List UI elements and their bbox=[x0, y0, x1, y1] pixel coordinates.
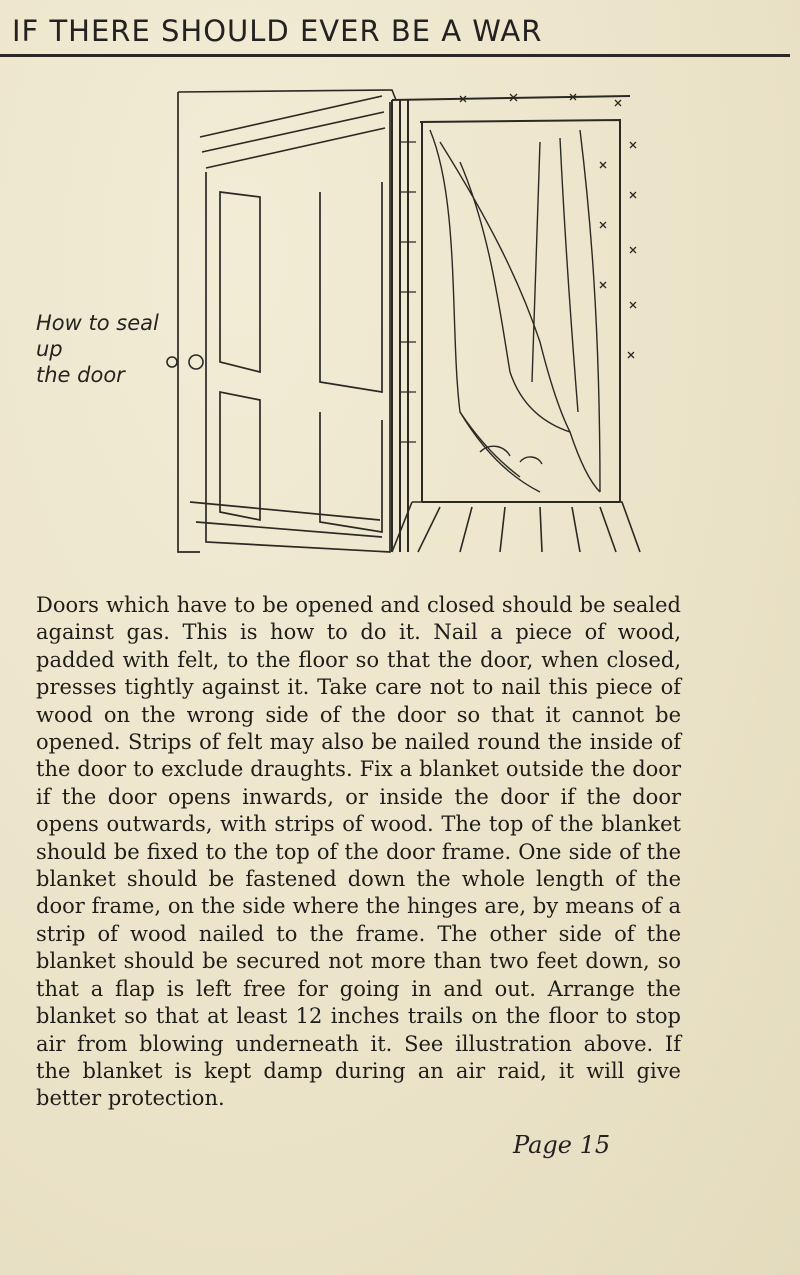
floor-wood-strip bbox=[392, 502, 640, 552]
caption-line-2: the door bbox=[36, 363, 125, 387]
door-handle-icon bbox=[167, 355, 203, 369]
blanket bbox=[430, 130, 600, 492]
caption-line-1: How to seal up bbox=[36, 311, 159, 361]
header-rule bbox=[0, 54, 790, 57]
illustration-caption bbox=[36, 310, 166, 388]
wallpaper-pattern bbox=[460, 94, 636, 358]
page-header: IF THERE SHOULD EVER BE A WAR bbox=[12, 14, 543, 48]
door-sealing-illustration bbox=[160, 82, 650, 562]
open-door bbox=[178, 92, 390, 552]
body-paragraph: Doors which have to be opened and closed should be sealed against gas. This is how to do it. Nail a piece of wood, padded with felt, to the floor so that the door, when closed, presses tightly against it. Take care not to nail this piece of wood on the wrong side of the door so that it cannot be opened. Strips of felt may also be nailed round the inside of the door to exclude draughts. Fix a blanket outside the door if the door opens inwards, or inside the door if the door opens outwards, with strips of wood. The top of the blanket should be fixed to the top of the door frame. One side of the blanket should be fastened down the whole length of the door frame, on the side where the hinges are, by means of a strip of wood nailed to the frame. The other side of the blanket should be secured not more than two feet down, so that a flap is left free for going in and out. Arrange the blanket so that at least 12 inches trails on the floor to stop air from blowing underneath it. See illustration above. If the blanket is kept damp during an air raid, it will give better protection. bbox=[36, 593, 681, 1111]
door-frame bbox=[392, 96, 630, 552]
page-number: Page 15 bbox=[513, 1131, 611, 1159]
